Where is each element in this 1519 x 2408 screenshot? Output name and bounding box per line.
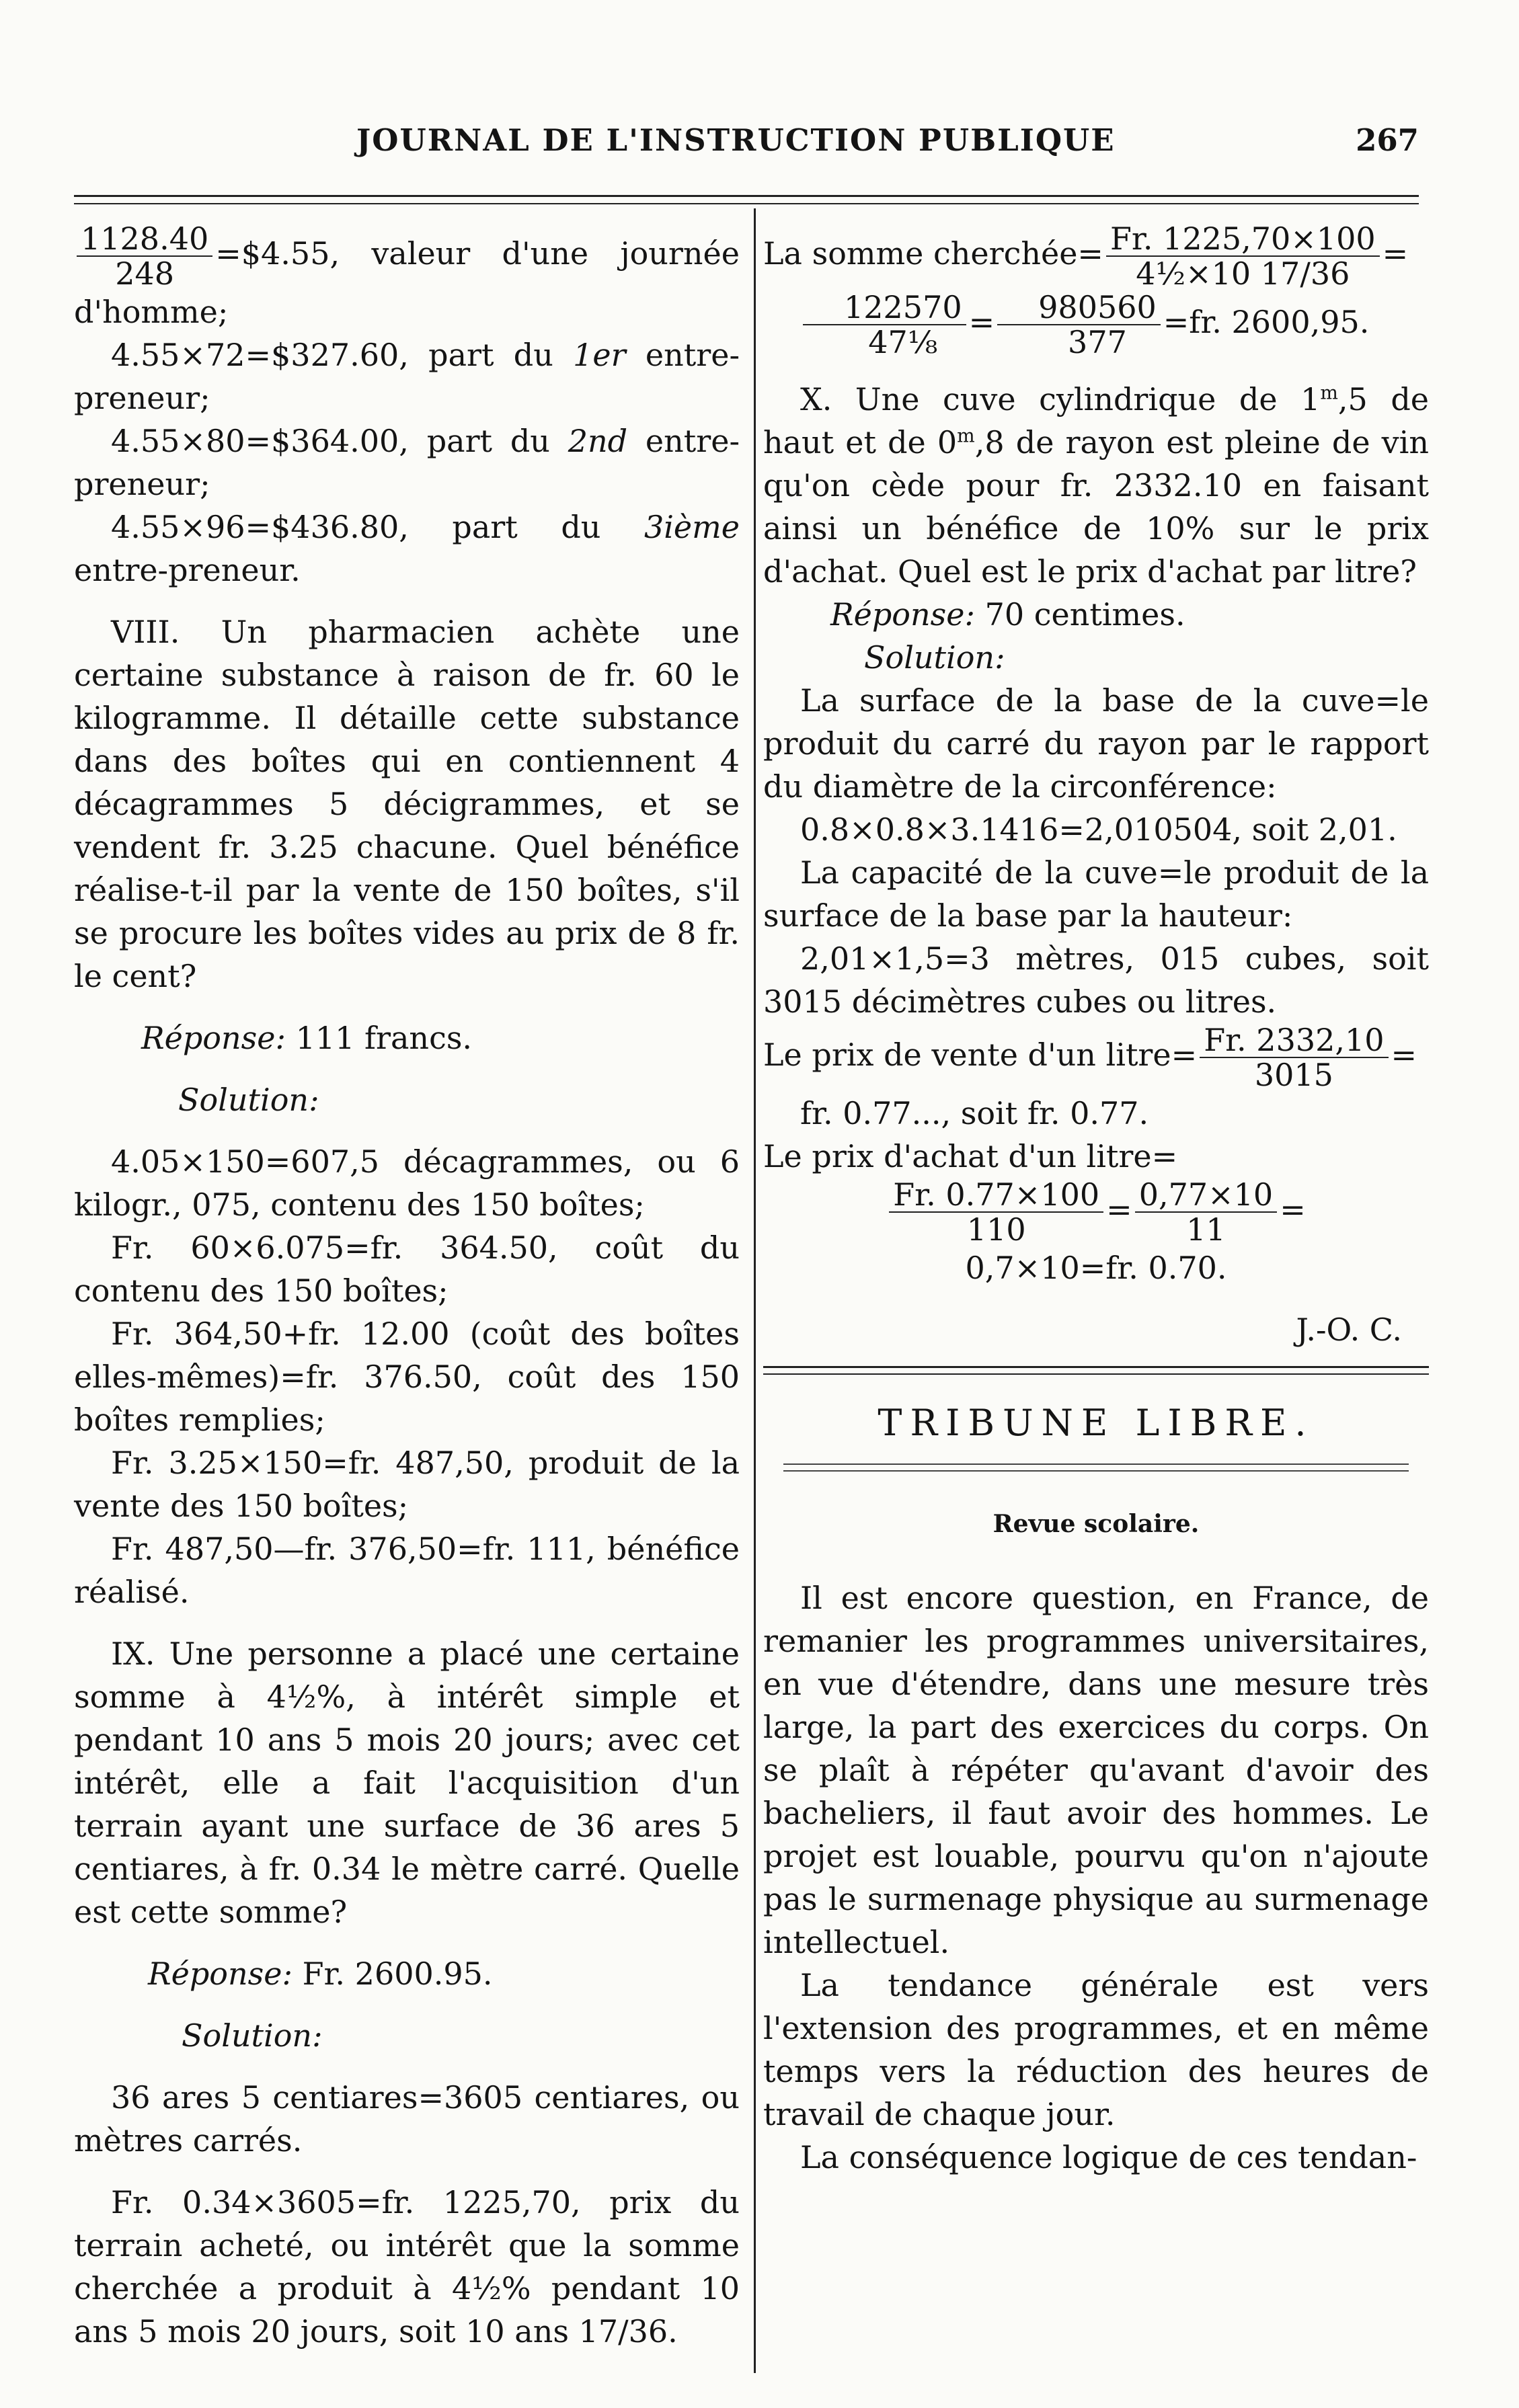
problem-x: X. Une cuve cylindrique de 1$^m$,5 de haut et de 0$^m$,8 de rayon est pleine de vin qu'on cède pour fr. 2332.10 en faisant ainsi un bénéfice de 10% sur le prix d'achat. Quel est le prix d'achat par litre? — [763, 381, 1429, 590]
solution-viii-5: Fr. 487,50—fr. 376,50=fr. 111, bénéfice réalisé. — [74, 1531, 740, 1610]
journal-title: JOURNAL DE L'INSTRUCTION PUBLIQUE — [356, 122, 1116, 158]
prix-achat-formula: $\frac{Fr. 0.77\times 100}{110}$ = $\frac{0,77\times 10}{11}$ = — [763, 1178, 1429, 1246]
prix-vente-formula: Le prix de vente d'un litre= $\frac{Fr. 2332,10}{3015}$ = — [763, 1022, 1417, 1093]
fraction: $\frac{Fr. 2332,10}{3015}$ — [1200, 1023, 1388, 1092]
solution-x-4: 2,01×1,5=3 mètres, 015 cubes, soit 3015 décimètres cubes ou litres. — [763, 940, 1429, 1020]
fraction: $\frac{0,77\times 10}{11}$ — [1135, 1178, 1278, 1246]
result-line-3: 4.55×80=$364.00, part du 2nd entre-preneur; — [74, 423, 740, 502]
article-paragraph-2: La tendance générale est vers l'extension des programmes, et en même temps vers la réduction des heures de travail de chaque jour. — [763, 1967, 1429, 2132]
solution-x-2: 0.8×0.8×3.1416=2,010504, soit 2,01. — [800, 811, 1397, 848]
fraction: $\frac{980560}{377}$ — [997, 290, 1161, 359]
solution-x-1: La surface de la base de la cuve=le produit du carré du rayon par le rapport du diamètre de la circonférence: — [763, 682, 1429, 805]
solution-viii-4: Fr. 3.25×150=fr. 487,50, produit de la vente des 150 boîtes; — [74, 1445, 740, 1524]
solution-viii-1: 4.05×150=607,5 décagrammes, ou 6 kilogr., 075, contenu des 150 boîtes; — [74, 1143, 740, 1223]
article-heading: Revue scolaire. — [992, 1510, 1200, 1538]
author-signature: J.-O. C. — [1296, 1312, 1402, 1348]
right-column — [763, 222, 1429, 2179]
fraction: $\frac{122570}{\text{47⅛}}$ — [803, 290, 966, 359]
prix-vente-result: fr. 0.77..., soit fr. 0.77. — [800, 1095, 1149, 1131]
article-paragraph-3: La conséquence logique de ces tendan- — [800, 2139, 1417, 2175]
section-rule — [763, 1366, 1429, 1375]
prix-achat-result: 0,7×10=fr. 0.70. — [965, 1250, 1227, 1286]
left-column — [74, 222, 740, 2353]
solution-label-x: Solution: — [864, 639, 1005, 676]
solution-viii-3: Fr. 364,50+fr. 12.00 (coût des boîtes elles-mêmes)=fr. 376.50, coût des 150 boîtes remplies; — [74, 1316, 740, 1438]
section-heading: TRIBUNE LIBRE. — [878, 1402, 1315, 1444]
fraction: $\frac{Fr. 0.77\times 100}{110}$ — [889, 1178, 1103, 1246]
result-line-1: $\frac{1128.40}{248}$ =$4.55, valeur d'une journée d'homme; — [74, 220, 740, 330]
fraction: $\frac{Fr. 1225,70\times 100}{\text{4½×10 17/36}}$ — [1106, 222, 1380, 290]
header-rule-thin — [74, 203, 1419, 204]
solution-label-viii: Solution: — [178, 1082, 319, 1118]
problem-viii: VIII. Un pharmacien achète une certaine substance à raison de fr. 60 le kilogramme. Il détaille cette substance dans des boîtes qui en contiennent 4 décagrammes 5 décigrammes, et se vendent fr. 3.25 chacune. Quel bénéfice réalise-t-il par la vente de 150 boîtes, s'il se procure les boîtes vides au prix de 8 fr. le cent? — [74, 614, 740, 994]
page-number: 267 — [1356, 122, 1419, 158]
solution-ix-2: Fr. 0.34×3605=fr. 1225,70, prix du terrain acheté, ou intérêt que la somme cherchée a produit à 4½% pendant 10 ans 5 mois 20 jours, soit 10 ans 17/36. — [74, 2184, 740, 2350]
solution-viii-2: Fr. 60×6.075=fr. 364.50, coût du contenu des 150 boîtes; — [74, 1230, 740, 1309]
header-rule — [74, 195, 1419, 197]
page-header — [74, 122, 1419, 169]
result-line-4: 4.55×96=$436.80, part du 3ième entre-preneur. — [74, 509, 740, 588]
answer-x: Réponse: 70 centimes. — [830, 596, 1185, 633]
solution-label-ix: Solution: — [182, 2017, 323, 2054]
section-subrule — [783, 1463, 1409, 1472]
result-line-2: 4.55×72=$327.60, part du 1er entre-preneur; — [74, 337, 740, 416]
article-paragraph-1: Il est encore question, en France, de remanier les programmes universitaires, en vue d'étendre, dans une mesure très large, la part des exercices du corps. On se plaît à répéter qu'avant d'avoir des bacheliers, il faut avoir des hommes. Le projet est louable, pourvu qu'on n'ajoute pas le surmenage physique au surmenage intellectuel. — [763, 1580, 1429, 1960]
fraction: $\frac{1128.40}{248}$ — [77, 222, 212, 290]
somme-result: $\frac{122570}{\text{47⅛}}$ = $\frac{980560}{377}$ =fr. 2600,95. — [763, 290, 1429, 359]
column-divider — [754, 208, 756, 2373]
problem-ix: IX. Une personne a placé une certaine somme à 4½%, à intérêt simple et pendant 10 ans 5 mois 20 jours; avec cet intérêt, elle a fait l'acquisition d'un terrain ayant une surface de 36 ares 5 centiares, à fr. 0.34 le mètre carré. Quelle est cette somme? — [74, 1636, 740, 1930]
answer-ix: Réponse: Fr. 2600.95. — [148, 1956, 493, 1992]
solution-x-3: La capacité de la cuve=le produit de la surface de la base par la hauteur: — [763, 854, 1429, 934]
solution-ix-1: 36 ares 5 centiares=3605 centiares, ou mètres carrés. — [74, 2079, 740, 2159]
prix-achat-label: Le prix d'achat d'un litre= — [763, 1138, 1178, 1174]
somme-formula: La somme cherchée= $\frac{Fr. 1225,70\times 100}{\text{4½×10 17/36}}$ = — [763, 220, 1409, 292]
answer-viii: Réponse: 111 francs. — [141, 1020, 473, 1056]
